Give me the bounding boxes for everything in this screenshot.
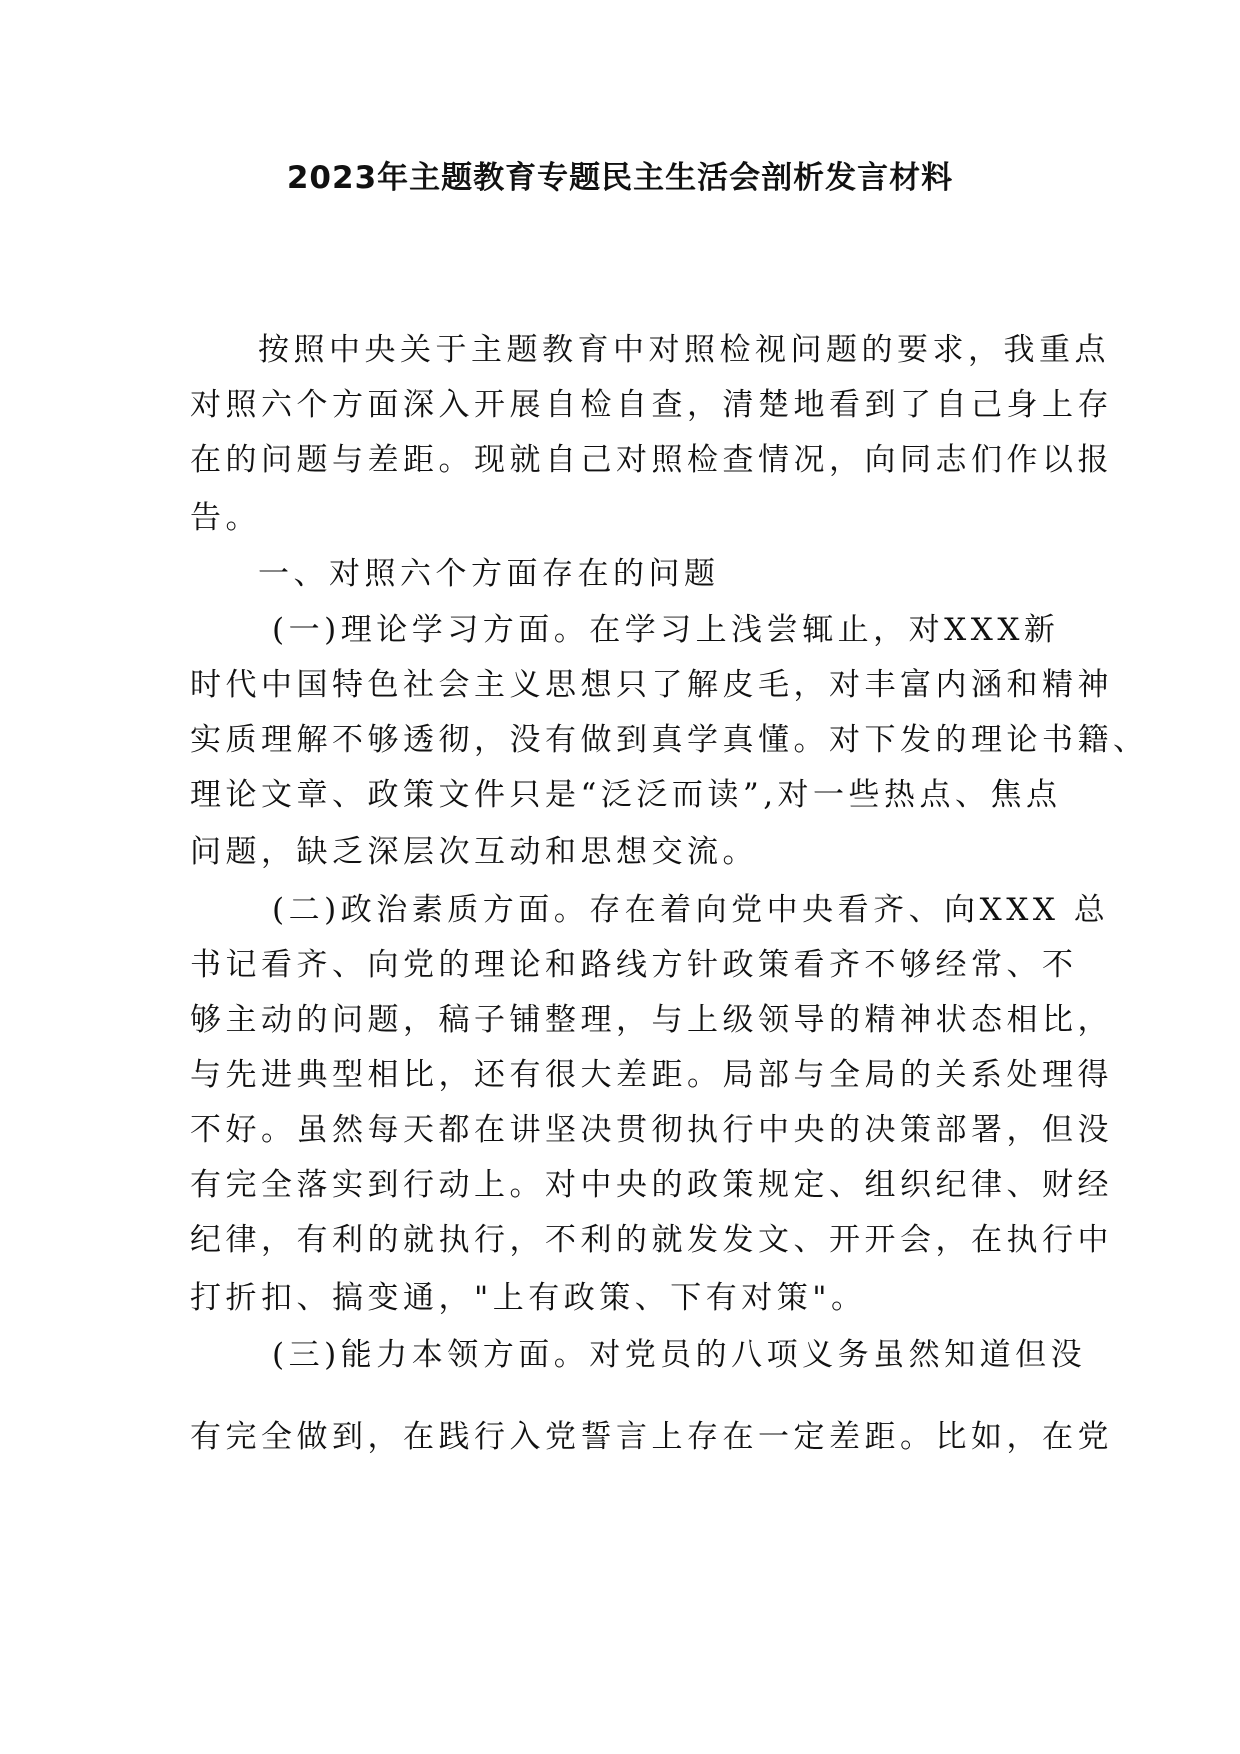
subsection-1-line-4: 理论文章、政策文件只是“泛泛而读”,对一些热点、焦点 <box>190 777 1062 813</box>
subsection-2-line-2: 书记看齐、向党的理论和路线方针政策看齐不够经常、不 <box>190 947 1078 983</box>
subsection-2-line-4: 与先进典型相比，还有很大差距。局部与全局的关系处理得 <box>190 1057 1113 1093</box>
subsection-3-line-1: (三)能力本领方面。对党员的八项义务虽然知道但没 <box>272 1337 1087 1373</box>
subsection-1-line-2: 时代中国特色社会主义思想只了解皮毛，对丰富内涵和精神 <box>190 667 1113 703</box>
section-heading-1: 一、对照六个方面存在的问题 <box>258 556 720 592</box>
subsection-2-line-1: (二)政治素质方面。存在着向党中央看齐、向XXX 总 <box>272 892 1110 928</box>
subsection-2-line-8: 打折扣、搞变通，"上有政策、下有对策"。 <box>190 1280 867 1316</box>
subsection-1-line-1: (一)理论学习方面。在学习上浅尝辄止，对XXX新 <box>272 612 1060 648</box>
subsection-2-line-5: 不好。虽然每天都在讲坚决贯彻执行中央的决策部署，但没 <box>190 1112 1113 1148</box>
subsection-1-line-5: 问题，缺乏深层次互动和思想交流。 <box>190 834 758 870</box>
paragraph-intro-line-4: 告。 <box>190 500 261 536</box>
paragraph-intro-line-1: 按照中央关于主题教育中对照检视问题的要求，我重点 <box>258 332 1110 368</box>
subsection-2-line-3: 够主动的问题，稿子铺整理，与上级领导的精神状态相比， <box>190 1002 1113 1038</box>
subsection-3-line-2: 有完全做到，在践行入党誓言上存在一定差距。比如，在党 <box>190 1419 1113 1455</box>
subsection-2-line-7: 纪律，有利的就执行，不利的就发发文、开开会，在执行中 <box>190 1222 1113 1258</box>
document-title: 2023年主题教育专题民主生活会剖析发言材料 <box>286 160 954 196</box>
paragraph-intro-line-3: 在的问题与差距。现就自己对照检查情况，向同志们作以报 <box>190 442 1113 478</box>
subsection-1-line-3: 实质理解不够透彻，没有做到真学真懂。对下发的理论书籍、 <box>190 722 1149 758</box>
subsection-2-line-6: 有完全落实到行动上。对中央的政策规定、组织纪律、财经 <box>190 1167 1113 1203</box>
paragraph-intro-line-2: 对照六个方面深入开展自检自查，清楚地看到了自己身上存 <box>190 387 1113 423</box>
